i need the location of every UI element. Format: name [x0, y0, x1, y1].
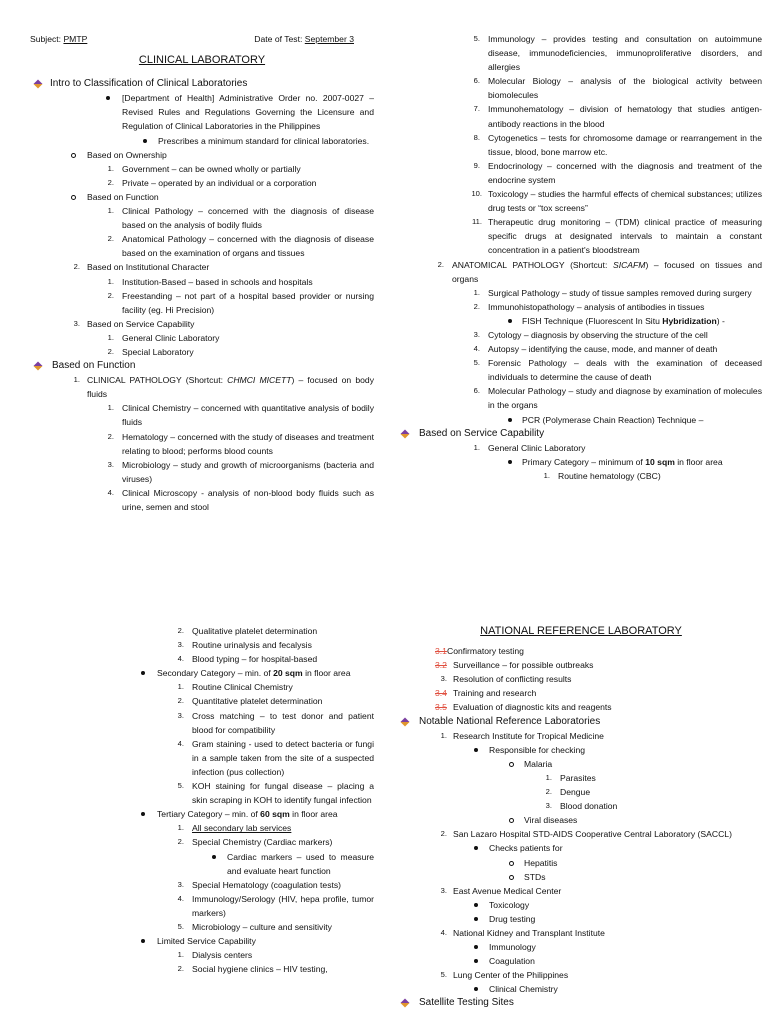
diamond-bullet-icon — [400, 717, 409, 726]
section-heading: Based on Service Capability — [400, 427, 762, 441]
bullet-icon — [474, 846, 478, 850]
bullet-icon — [508, 418, 512, 422]
list-item: 2. Dengue — [545, 787, 591, 798]
bullet-icon — [474, 959, 478, 963]
bullet-icon — [141, 939, 145, 943]
list-item: 2. Special Chemistry (Cardiac markers) — [177, 837, 333, 848]
list-item: Cardiac markers – used to measure and evaluate heart function — [30, 850, 374, 878]
list-item: Prescribes a minimum standard for clinical laboratories. — [30, 134, 374, 148]
list-item: Secondary Category – min. of 20 sqm in floor area — [30, 666, 374, 680]
circle-bullet-icon — [71, 195, 76, 200]
list-item: 4. Gram staining - used to detect bacteria or fungi in a sample taken from the site of a suspected infection (pus collection) — [177, 738, 374, 777]
list-item: 8. Cytogenetics – tests for chromosome damage or rearrangement in the tissue, blood, bone marrow etc. — [473, 132, 762, 157]
list-item: Limited Service Capability — [30, 934, 374, 948]
list-item: 2. Qualitative platelet determination — [177, 626, 318, 636]
list-item: 3. Based on Service Capability — [73, 318, 195, 329]
list-item: 1. Routine hematology (CBC) — [543, 470, 661, 481]
list-item: 3.1 Confirmatory testing — [435, 646, 524, 657]
list-item: 3.5 Evaluation of diagnostic kits and reagents — [435, 702, 612, 713]
list-item: 2. Freestanding – not part of a hospital based provider or nursing facility (eg. Hi Precision) — [107, 290, 374, 315]
bullet-icon — [106, 96, 110, 100]
list-item: 2. Based on Institutional Character — [73, 262, 210, 273]
list-item: 3. Routine urinalysis and fecalysis — [177, 640, 312, 651]
list-item: 5. Lung Center of the Philippines — [440, 970, 569, 981]
list-item: 11. Therapeutic drug monitoring – (TDM) clinical practice of measuring specific drugs at designated intervals to maintain a constant concentration in a patient's bloodstream — [472, 217, 762, 256]
list-item: 4. Clinical Microscopy - analysis of non-blood body fluids such as urine, semen and stool — [107, 487, 374, 512]
list-item: 2. San Lazaro Hospital STD-AIDS Cooperative Central Laboratory (SACCL) — [440, 829, 732, 840]
list-item: [Department of Health] Administrative Order no. 2007-0027 – Revised Rules and Regulations Governing the Licensure and Regulation of Clinical Laboratories in the Philippines — [30, 91, 374, 133]
bullet-icon — [143, 139, 147, 143]
list-item: Based on Ownership — [30, 148, 374, 162]
list-item: 3. Special Hematology (coagulation tests) — [177, 879, 342, 890]
bullet-icon — [474, 987, 478, 991]
section-heading: Intro to Classification of Clinical Laboratories — [30, 77, 374, 91]
list-item: 3. Cross matching – to test donor and patient blood for compatibility — [177, 710, 374, 735]
list-item: 5. KOH staining for fungal disease – placing a skin scraping in KOH to identify fungal infection — [177, 781, 374, 806]
list-item: 3.2 Surveillance – for possible outbreaks — [435, 660, 594, 671]
list-item: Primary Category – minimum of 10 sqm in floor area — [400, 455, 762, 469]
circle-bullet-icon — [509, 861, 514, 866]
list-item: STDs — [400, 870, 762, 884]
bullet-icon — [212, 855, 216, 859]
list-item: 3. Resolution of conflicting results — [440, 674, 572, 685]
list-item: 1. Government – can be owned wholly or partially — [107, 163, 301, 174]
circle-bullet-icon — [509, 818, 514, 823]
list-item: Immunology — [400, 940, 762, 954]
list-item: FISH Technique (Fluorescent In Situ Hybridization) - — [400, 314, 762, 328]
diamond-bullet-icon — [400, 999, 409, 1008]
list-item: 2. Immunohistopathology – analysis of antibodies in tissues — [473, 301, 705, 312]
list-item: Based on Function — [30, 190, 374, 204]
page-2-left-column — [30, 624, 374, 1024]
list-item: 5. Forensic Pathology – deals with the examination of deceased individuals to determine the cause of death — [473, 358, 762, 383]
diamond-bullet-icon — [33, 80, 42, 89]
date: Date of Test: September 3 — [254, 34, 354, 44]
list-item: Coagulation — [400, 954, 762, 968]
section-heading: Satellite Testing Sites — [400, 996, 762, 1010]
circle-bullet-icon — [71, 153, 76, 158]
list-item: 1. Clinical Pathology – concerned with the diagnosis of disease based on the analysis of bodily fluids — [107, 206, 374, 231]
list-item: 2. Social hygiene clinics – HIV testing, — [177, 964, 328, 975]
list-item: 3.4 Training and research — [435, 688, 537, 699]
list-item: 1. All secondary lab services — [177, 823, 292, 834]
list-item: 10. Toxicology – studies the harmful effects of chemical substances; utilizes drug tests or “tox screens” — [471, 189, 762, 214]
list-item: 5. Immunology – provides testing and consultation on autoimmune disease, immunodeficiencies, immunoproliferative disorders, and allergies — [473, 34, 762, 73]
list-item: 3. East Avenue Medical Center — [440, 885, 562, 896]
section-heading: Based on Function — [30, 359, 374, 373]
list-item: 6. Molecular Pathology – study and diagnose by examination of molecules in the organs — [473, 386, 762, 411]
list-item: 2. Quantitative platelet determination — [177, 696, 323, 707]
page-1-left-column — [30, 32, 374, 562]
list-item: 2. ANATOMICAL PATHOLOGY (Shortcut: SICAFM) – focused on tissues and organs — [437, 259, 762, 284]
list-item: 3. Blood donation — [545, 801, 618, 812]
bullet-icon — [141, 812, 145, 816]
list-item: 4. Immunology/Serology (HIV, hepa profile, tumor markers) — [177, 893, 374, 918]
bullet-icon — [474, 903, 478, 907]
list-item: 1. Routine Clinical Chemistry — [177, 682, 293, 693]
list-item: 7. Immunohematology – division of hematology that studies antigen-antibody reactions in the blood — [473, 104, 762, 129]
bullet-icon — [474, 917, 478, 921]
list-item: 1. Surgical Pathology – study of tissue samples removed during surgery — [473, 287, 752, 298]
bullet-icon — [141, 671, 145, 675]
section-title: NATIONAL REFERENCE LABORATORY — [480, 625, 682, 637]
list-item: 2. Private – operated by an individual or a corporation — [107, 177, 317, 188]
list-item: Clinical Chemistry — [400, 982, 762, 996]
list-item: 2. Anatomical Pathology – concerned with the diagnosis of disease based on the examination of organs and tissues — [107, 234, 374, 259]
list-item: 2. Hematology – concerned with the study of diseases and treatment relating to blood; performs blood counts — [107, 431, 374, 456]
circle-bullet-icon — [509, 762, 514, 767]
page-1-right-column — [400, 32, 762, 562]
list-item: 6. Molecular Biology – analysis of the biological activity between biomolecules — [473, 76, 762, 101]
list-item: Tertiary Category – min. of 60 sqm in floor area — [30, 807, 374, 821]
list-item: PCR (Polymerase Chain Reaction) Technique – — [400, 413, 762, 427]
list-item: 4. Blood typing – for hospital-based — [177, 654, 318, 665]
header — [30, 32, 374, 46]
list-item: 1. Clinical Chemistry – concerned with quantitative analysis of bodily fluids — [107, 403, 374, 428]
subject: Subject: PMTP — [30, 34, 88, 44]
list-item: 9. Endocrinology – concerned with the diagnosis and treatment of the endocrine system — [473, 160, 762, 185]
list-item: 4. Autopsy – identifying the cause, mode, and manner of death — [473, 344, 718, 355]
list-item: 3. Cytology – diagnosis by observing the structure of the cell — [473, 329, 708, 340]
bullet-icon — [508, 319, 512, 323]
bullet-icon — [474, 945, 478, 949]
page-title: CLINICAL LABORATORY — [138, 54, 266, 67]
circle-bullet-icon — [509, 875, 514, 880]
list-item: 4. National Kidney and Transplant Institute — [440, 927, 605, 938]
list-item: Toxicology — [400, 898, 762, 912]
list-item: 1. Dialysis centers — [177, 950, 253, 961]
list-item: 3. Microbiology – study and growth of microorganisms (bacteria and viruses) — [107, 459, 374, 484]
list-item: 5. Microbiology – culture and sensitivity — [177, 921, 332, 932]
list-item: 1. Research Institute for Tropical Medicine — [440, 730, 604, 741]
list-item: 1. General Clinic Laboratory — [473, 442, 586, 453]
list-item: Viral diseases — [400, 813, 762, 827]
section-heading: Notable National Reference Laboratories — [400, 715, 762, 729]
list-item: Drug testing — [400, 912, 762, 926]
list-item: Checks patients for — [400, 841, 762, 855]
bullet-icon — [508, 460, 512, 464]
list-item: 1. Parasites — [545, 772, 596, 783]
list-item: 1. CLINICAL PATHOLOGY (Shortcut: CHMCI MICETT) – focused on body fluids — [73, 375, 374, 400]
page-2-right-column — [400, 624, 762, 1024]
list-item: Malaria — [400, 757, 762, 771]
list-item: 1. General Clinic Laboratory — [107, 332, 220, 343]
list-item: Hepatitis — [400, 856, 762, 870]
list-item: 2. Special Laboratory — [107, 346, 194, 357]
bullet-icon — [474, 748, 478, 752]
diamond-bullet-icon — [400, 429, 409, 438]
list-item: Responsible for checking — [400, 743, 762, 757]
list-item: 1. Institution-Based – based in schools and hospitals — [107, 276, 313, 287]
diamond-bullet-icon — [33, 362, 42, 371]
